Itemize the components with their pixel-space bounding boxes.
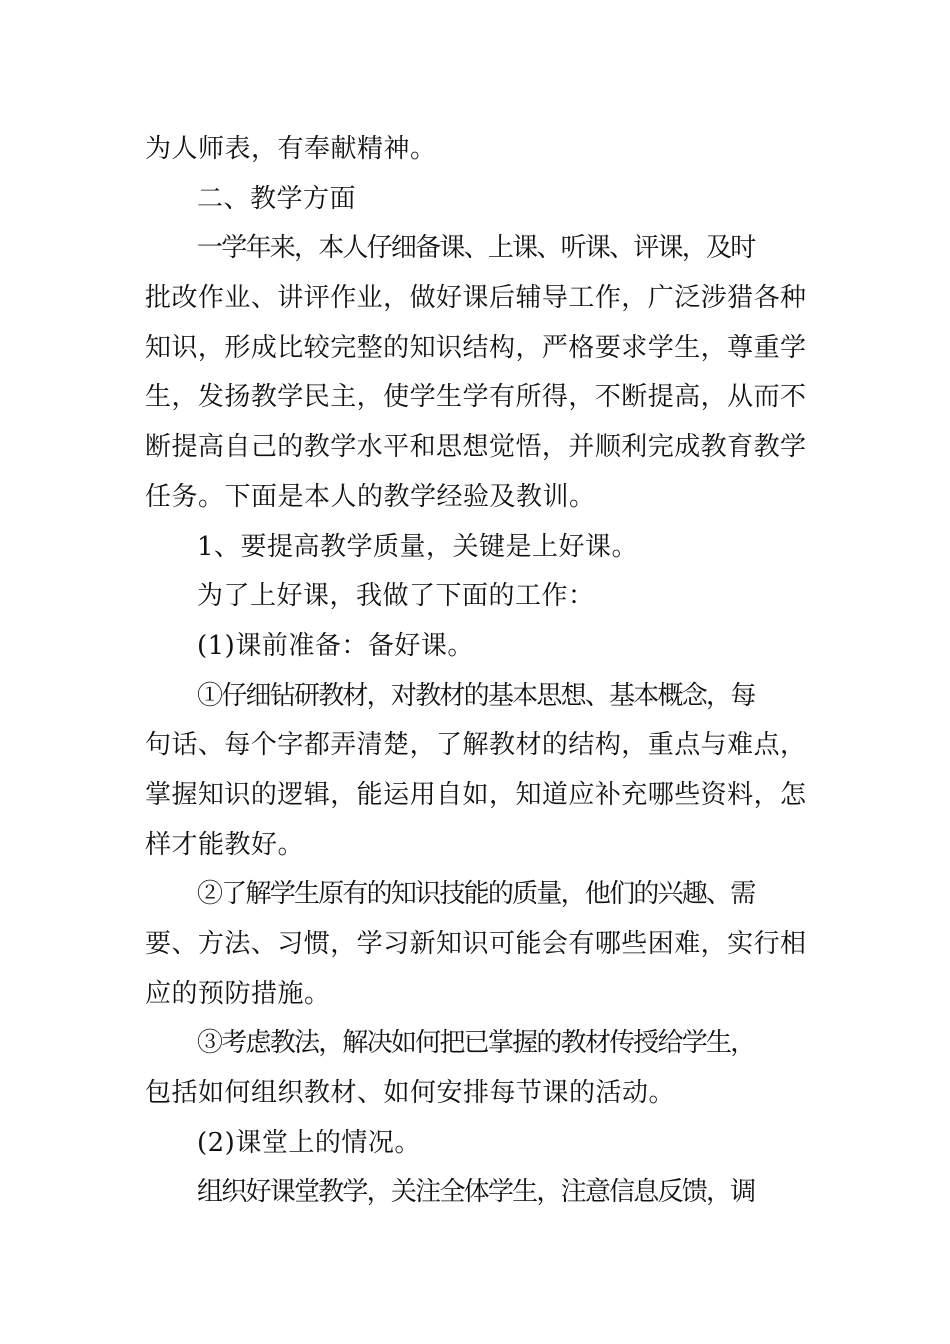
text-line: (1)课前准备：备好课。 bbox=[197, 630, 474, 661]
text-line: 一学年来，本人仔细备课、上课、听课、评课，及时 bbox=[197, 233, 755, 264]
text-line: 句话、每个字都弄清楚，了解教材的结构，重点与难点， bbox=[145, 730, 807, 761]
text-line: ①仔细钻研教材，对教材的基本思想、基本概念，每 bbox=[197, 680, 755, 711]
text-line: 要、方法、习惯，学习新知识可能会有哪些困难，实行相 bbox=[145, 929, 807, 959]
text-line: 任务。下面是本人的教学经验及教训。 bbox=[145, 481, 596, 512]
text-line: 为了上好课，我做了下面的工作： bbox=[197, 581, 595, 612]
text-line: 生，发扬教学民主，使学生学有所得，不断提高，从而不 bbox=[145, 382, 807, 413]
text-line: 断提高自己的教学水平和思想觉悟，并顺利完成教育教学 bbox=[145, 432, 807, 463]
text-line: 组织好课堂教学，关注全体学生，注意信息反馈，调 bbox=[197, 1177, 755, 1208]
text-line: ③考虑教法，解决如何把已掌握的教材传授给学生， bbox=[197, 1028, 755, 1059]
text-line: 批改作业、讲评作业，做好课后辅导工作，广泛涉猎各种 bbox=[145, 283, 807, 314]
paragraph bbox=[145, 672, 807, 871]
paragraph bbox=[145, 1119, 807, 1169]
text-line: 包括如何组织教材、如何安排每节课的活动。 bbox=[145, 1078, 676, 1109]
text-line: 为人师表，有奉献精神。 bbox=[145, 134, 437, 164]
paragraph bbox=[145, 870, 807, 1019]
text-line: 掌握知识的逻辑，能运用自如，知道应补充哪些资料，怎 bbox=[145, 779, 807, 810]
paragraph bbox=[145, 572, 807, 622]
text-line: (2)课堂上的情况。 bbox=[197, 1127, 421, 1158]
paragraph bbox=[145, 622, 807, 672]
paragraph bbox=[145, 224, 807, 522]
paragraph bbox=[145, 1019, 807, 1118]
text-line: 二、教学方面 bbox=[197, 183, 357, 214]
paragraph bbox=[145, 125, 807, 175]
text-line: ②了解学生原有的知识技能的质量，他们的兴趣、需 bbox=[197, 879, 755, 910]
document-body bbox=[145, 125, 807, 1218]
paragraph bbox=[145, 175, 807, 225]
paragraph bbox=[145, 523, 807, 573]
text-line: 1、要提高教学质量，关键是上好课。 bbox=[197, 531, 639, 562]
text-line: 应的预防措施。 bbox=[145, 978, 331, 1009]
paragraph bbox=[145, 1168, 807, 1218]
text-line: 样才能教好。 bbox=[145, 829, 305, 860]
text-line: 知识，形成比较完整的知识结构，严格要求学生，尊重学 bbox=[145, 332, 807, 363]
